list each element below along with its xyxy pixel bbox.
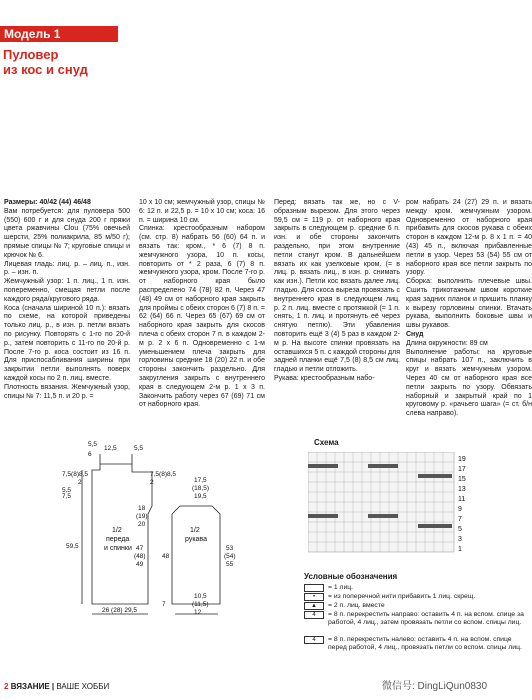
legend-item: 4 = 8 п. перекрестить направо: оставить 4 п. на вспом. спице за работой, 4 лиц., затем провязать петли со вспом. спицы лиц. [304,611,524,627]
para: Размеры: 40/42 (44) 46/48 [4,199,91,206]
row-number: 19 [458,456,466,463]
legend-item: = 1 лиц. [304,584,524,592]
para: Длина окружности: 89 см [406,339,488,347]
para: ром набрать 24 (27) 29 п. и вязать между кром. жемчужным узором. Одновременно от наборного края прибавить для скосов рукава с обеих сторон в каждом 12-м р. 8 х 1 п. = 40 (43) 45 п., включая прибавленные петли в узор. Через 53 (54) 55 см от наборного края все петли закрыть по узору. [406,199,532,277]
legend-item: • = из поперечной нити прибавить 1 лиц. скрещ. [304,593,524,601]
para: Вам потребуется: для пуловера 500 (550) 600 г и для снуда 200 г пряжи цвета ржавчины Clou (75% овечьей шерсти, 25% полиакрила, 85 м/50 г); прямые спицы № 7; круговые спицы и крючок № 6. [4,207,132,259]
dim: 17,5 [194,477,207,484]
sleeve-label-1: 1/2 [190,527,200,534]
text-column-1 [4,199,130,401]
dim: 6 [88,451,92,458]
para: Снуд [406,330,424,338]
row-number: 9 [458,506,462,513]
text-column-3 [274,199,400,384]
row-number: 5 [458,526,462,533]
row-number: 1 [458,546,462,553]
dim: 12,5 [104,445,117,452]
front-outline [92,464,152,604]
dim: (48) [134,553,146,560]
dim: (18,5) [192,485,209,492]
para: Плотность вязания. Жемчужный узор, спицы № 7: 11,5 п. и 20 р. = [4,383,132,400]
dim: 20 [138,521,146,528]
sleeve-outline [172,506,220,604]
sleeve-label-2: рукава [185,536,207,543]
dim: 26 (28) 29,5 [102,607,138,614]
magazine-sub: ВАШЕ ХОББИ [56,682,110,691]
model-label: Модель 1 [4,27,61,41]
row-number: 15 [458,476,466,483]
model-header [0,26,118,42]
article-title [3,47,143,77]
dim: 2 [150,479,154,486]
dim: 49 [136,561,144,568]
cable-left-symbol-icon: 4 [304,636,324,644]
dim: 2 [78,479,82,486]
para: Рукава: крестообразным набо- [274,374,375,382]
para: Выполнение работы: на круговые спицы набрать 107 п., заключить в круг и вязать жемчужным узором. Через 40 см от наборного края все петли закрыть по узору. Обвязать наборный и закрытый край по 1 круговому р. «рачьего шага» (= ст. б/н слева направо). [406,348,532,418]
para: Жемчужный узор: 1 п. лиц., 1 п. изн. попеременно, смещая петли после каждого ряда/кругового ряда. [4,278,132,303]
front-label-3: и спинки [104,545,132,552]
dim: 5,5 [88,441,98,448]
text-column-2 [139,199,265,410]
dim: 12 [194,609,202,616]
text-column-4 [406,199,532,419]
dim: 47 [136,545,144,552]
dim: 48 [162,553,170,560]
row-number: 3 [458,536,462,543]
scheme-title: Схема [314,438,339,447]
row-number: 13 [458,486,466,493]
knit-chart [308,452,530,556]
dim: 59,5 [66,543,79,550]
dim: 19,5 [194,493,207,500]
dim: 5,5 [62,487,72,494]
pattern-diagram [0,436,300,676]
dim: 55 [226,561,234,568]
dim: 5,5 [134,445,144,452]
k2tog-symbol-icon: ▲ [304,602,324,610]
increase-symbol-icon: • [304,593,324,601]
para: Спинка: крестообразным набором (см. стр. 8) набрать 56 (60) 64 п. и вязать так: кром., * 6 (7) 8 п. жемчужного узора, 10 п. косы, повторить от * 2 раза, 6 (7) 8 п. жемчужного узора, кром. После 7-го р. от наборного края было распределено 74 (78) 82 п. Через 47 (48) 49 см от наборного края закрыть для проймы с обеих сторон 6 (7) 8 п. = 62 (64) 66 п. Через 65 (67) 69 см от наборного края закрыть для скосов плеча с обеих сторон 7 п. в каждом 2-м р. 2 х 6 п. Одновременно с 1-м уменьшением плеча закрыть для горловины средние 18 (20) 22 п. и обе стороны закончить раздельно. Для закругления закрыть с внутреннего края в следующем 2-м р. 1 х 3 п. Закончить работу через 67 (69) 71 см от наборного края. [139,225,267,409]
page-footer: 2 ВЯЗАНИЕ | ВАШЕ ХОББИ [4,682,110,691]
para: Коса (сначала шириной 10 п.): вязать по схеме, на которой приведены только лиц. р., в изн. р. петли вязать по рисунку. Повторять с 1-го по 20-й р., затем повторить с 11-го по 20-й р. После 7-го р. коса состоит из 16 п. Для приспосабливания ширины при закрытии петли выполнять поверх каждой косы по 2 п. лиц. вместе. [4,304,132,382]
dim: 7,5(8)8,5 [62,471,89,478]
dim: (11,5) [192,601,209,608]
para: Сборка: выполнить плечевые швы. Сшить трикотажным швом короткие края задних планок и пришить планку к вырезу горловины спинки. Втачать рукава, выполнить боковые швы и швы рукавов. [406,278,532,330]
dim: (19) [136,513,148,520]
legend-title: Условные обозначения [304,572,398,581]
row-number: 7 [458,516,462,523]
para: Перед: вязать так же, но с V-образным вырезом. Для этого через 59,5 см = 119 р. от наборного края закрыть в следующем р. средние 6 п. изн. и обе стороны закончить раздельно, при этом внутренние петли станут кром. В дальнейшем вязать их как узелковые кром. (= в лиц. р. вязать лиц., в изн. р. снимать как изн.). Петли кос вязать далее лиц. гладью. Для скоса выреза провязать с внутреннего края в следующем лиц. р. 2 п. лиц. вместе с протяжкой (= 1 п. снять, 1 п. лиц. и протянуть её через снятую петлю). Эти убавления повторить ещё 3 (4) 5 раз в каждом 2-м р. На высоте спинки провязать на оставшихся 5 п. с каждой стороны для задней планки ещё 7,5 (8) 8,5 см лиц. гладью и петли отложить. [274,199,402,374]
dim: 53 [226,545,234,552]
legend-item: ▲ = 2 п. лиц. вместе [304,602,524,610]
magazine-name: ВЯЗАНИЕ [10,682,50,691]
knit-symbol-icon [304,584,324,592]
title-line-1: Пуловер [3,47,59,62]
dim: 7 [162,601,166,608]
para: 10 х 10 см; жемчужный узор, спицы № 6: 12 п. и 22,5 р. = 10 х 10 см; коса: 16 п. = ширина 10 см. [139,199,267,224]
watermark: 微信号: DingLiQun0830 [382,681,488,692]
row-number: 17 [458,466,466,473]
row-number: 11 [458,496,466,503]
front-label-2: переда [106,536,130,543]
para: Лицевая гладь: лиц. р. – лиц. п., изн. р. – изн. п. [4,260,132,277]
dim: (54) [224,553,236,560]
title-line-2: из кос и снуд [3,62,88,77]
dim: 10,5 [194,593,207,600]
legend-item: 4 = 8 п. перекрестить налево: оставить 4 п. на вспом. спице перед работой, 4 лиц., провязать петли со вспом. спицы лиц. [304,636,524,652]
dim: 7,5(8)8,5 [150,471,177,478]
dim: 18 [138,505,146,512]
cable-right-symbol-icon: 4 [304,611,324,619]
front-label-1: 1/2 [112,527,122,534]
dim: 7,5 [62,493,72,500]
